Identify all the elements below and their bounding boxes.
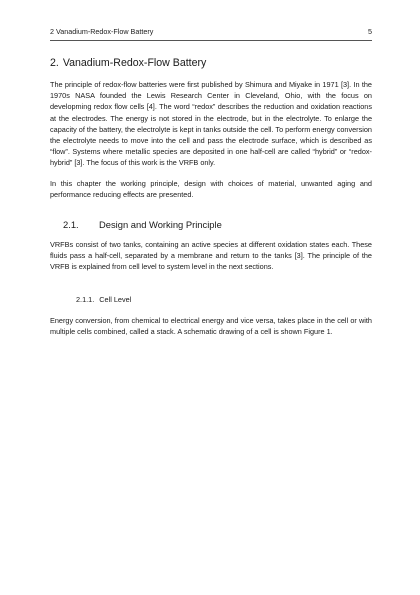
chapter-paragraph-1: The principle of redox-flow batteries were first published by Shimura and Miyake in 1971 [3]. In the 1970s NASA founded the Lewis Research Center in Cleveland, Ohio, with the focus on developming redox flow cells [4]. The word “redox” describes the reduction and oxidation reactions at the electrodes. The energy is not stored in the electrode, but in the electrolyte. To enlarge the capacity of the battery, the electrolyte is kept in tanks outside the cell. To perform energy conversion the electrolyte needs to move into the cell and pass the electrode surface, which is described as “flow”. Systems where metallic species are deposited in one half-cell are called “hybrid” or “redox-hybrid” [3]. The focus of this work is the VRFB only. (50, 80, 372, 168)
subsection-number: 2.1.1. (76, 294, 95, 304)
running-title: 2 Vanadium-Redox-Flow Battery (50, 27, 154, 36)
running-header (50, 26, 372, 38)
section-paragraph: VRFBs consist of two tanks, containing an active species at different oxidation states each. These fluids pass a half-cell, separated by a membrane and return to the tanks [3]. The principle of the VRFB is explained from cell level to system level in the next sections. (50, 240, 372, 272)
section-title: Design and Working Principle (99, 219, 222, 231)
subsection-heading (76, 294, 372, 305)
chapter-title: Vanadium-Redox-Flow Battery (62, 57, 207, 69)
subsection-title: Cell Level (99, 294, 132, 304)
page-body (50, 56, 372, 346)
page-number: 5 (368, 27, 372, 36)
section-number: 2.1. (63, 219, 79, 231)
section-heading (63, 219, 372, 231)
header-divider (50, 40, 372, 41)
chapter-number: 2. (50, 57, 59, 69)
chapter-heading (50, 56, 372, 70)
subsection-paragraph: Energy conversion, from chemical to electrical energy and vice versa, takes place in the cell or with multiple cells combined, called a stack. A schematic drawing of a cell is shown Figure 1. (50, 315, 372, 336)
chapter-paragraph-2: In this chapter the working principle, design with choices of material, unwanted aging and performance reducing effects are presented. (50, 178, 372, 199)
